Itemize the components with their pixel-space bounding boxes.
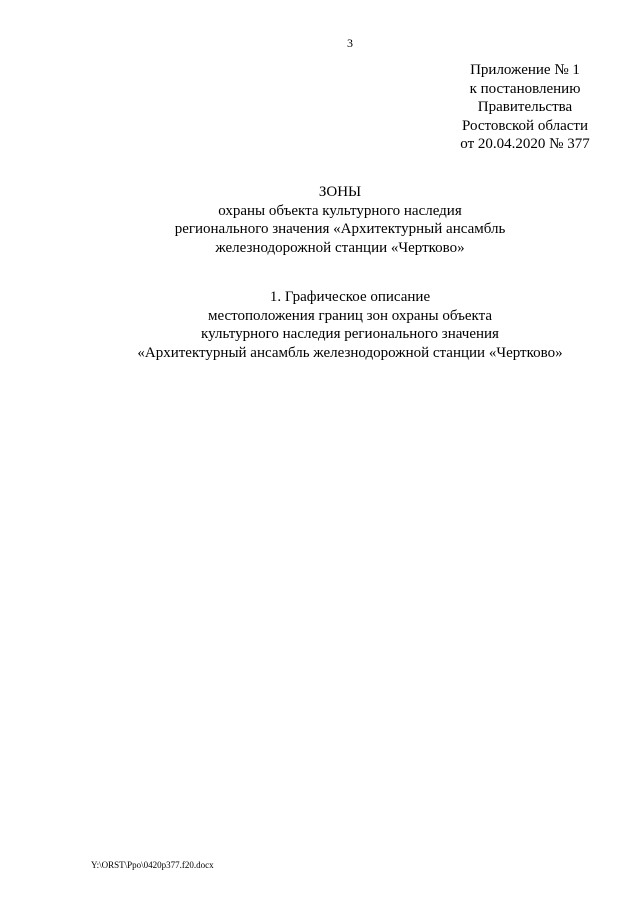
section-line: культурного наследия регионального значения [201,326,499,342]
section-line: 1. Графическое описание [269,289,431,305]
title-line: охраны объекта культурного наследия [218,202,462,219]
appendix-reference [440,61,610,154]
appendix-line: от 20.04.2020 № 377 [460,136,590,152]
appendix-line: к постановлению [469,80,581,97]
title-line: регионального значения «Архитектурный ансамбль [174,221,506,237]
title-heading: ЗОНЫ [318,184,362,200]
section-line: «Архитектурный ансамбль железнодорожной станции «Чертково» [137,344,563,361]
document-title [110,183,570,257]
appendix-line: Ростовской области [462,117,588,134]
section-line: местоположения границ зон охраны объекта [207,307,493,324]
appendix-line: Приложение № 1 [470,62,580,78]
footer-file-path: Y:\ORST\Ppo\0420p377.f20.docx [91,860,214,870]
title-line: железнодорожной станции «Чертково» [215,239,465,256]
page-number: 3 [347,36,353,50]
section-heading [100,288,600,362]
appendix-line: Правительства [477,99,573,115]
